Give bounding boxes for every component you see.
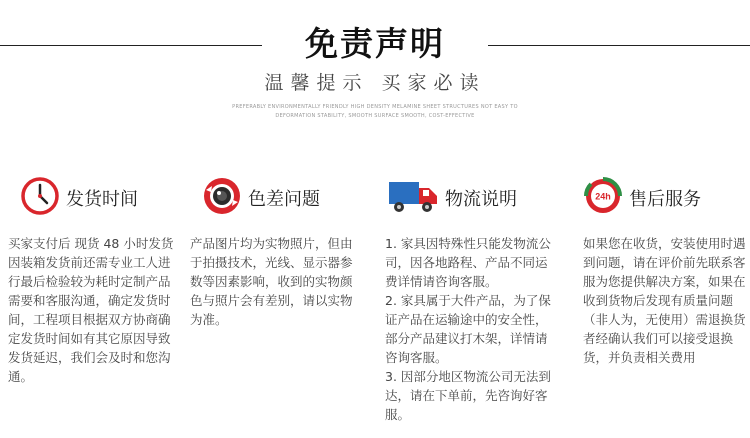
24h-service-icon [583,176,623,216]
body-paragraph: 3. 因部分地区物流公司无法到达，请在下单前，先咨询好客服。 [385,369,551,422]
section-body [583,234,750,367]
body-paragraph: 1. 家具因特殊性只能发物流公司，因各地路程、产品不同运费详情请咨询客服。 [385,236,551,289]
section-header [190,172,370,218]
section-body [8,234,178,386]
section-body [190,234,360,329]
header-divider-left [0,45,262,46]
truck-icon [387,176,439,216]
header-divider-right [488,45,750,46]
color-difference-section [190,172,370,327]
body-paragraph: 产品图片均为实物照片，但由于拍摄技术，光线、显示器参数等因素影响，收到的实物颜色与照片会有差别，请以实物为准。 [190,236,353,327]
section-title: 色差问题 [248,189,320,210]
section-title: 售后服务 [629,189,701,210]
fine-print-line-1: PREFERABLY ENVIRONMENTALLY FRIENDLY HIGH DENSITY MELAMINE SHEET STRUCTURES NOT EASY TO [232,104,518,110]
clock-icon [20,176,60,216]
body-paragraph: 买家支付后 现货 48 小时发货 因装箱发货前还需专业工人进行最后检验较为耗时定制产品需要和客服沟通，确定发货时间，工程项目根据双方协商确定发货时间如有其它原因导致发货延迟，我们会及时和您沟通。 [8,236,174,384]
section-header [385,172,565,218]
24h-label: 24h [595,191,611,202]
section-header [8,172,188,218]
body-paragraph: 2. 家具属于大件产品，为了保证产品在运输途中的安全性，部分产品建议打木架，详情请咨询客服。 [385,293,551,365]
fine-print-line-2: DEFORMATION STABILITY, SMOOTH SURFACE SMOOTH, COST-EFFECTIVE [275,113,475,119]
camera-lens-icon [202,176,242,216]
section-header [583,172,750,218]
page-title: 免责声明 [305,24,445,63]
page-subtitle: 温馨提示 买家必读 [264,72,486,94]
section-title: 物流说明 [445,189,517,210]
section-title: 发货时间 [66,189,138,210]
after-sales-section [583,172,750,365]
logistics-section [385,172,565,422]
shipping-time-section [8,172,188,384]
section-body [385,234,555,424]
body-paragraph: 如果您在收货，安装使用时遇到问题，请在评价前先联系客服为您提供解决方案，如果在收到货物后发现有质量问题（非人为，无使用）需退换货者经确认我们可以接受退换货，并负责相关费用 [583,236,746,365]
